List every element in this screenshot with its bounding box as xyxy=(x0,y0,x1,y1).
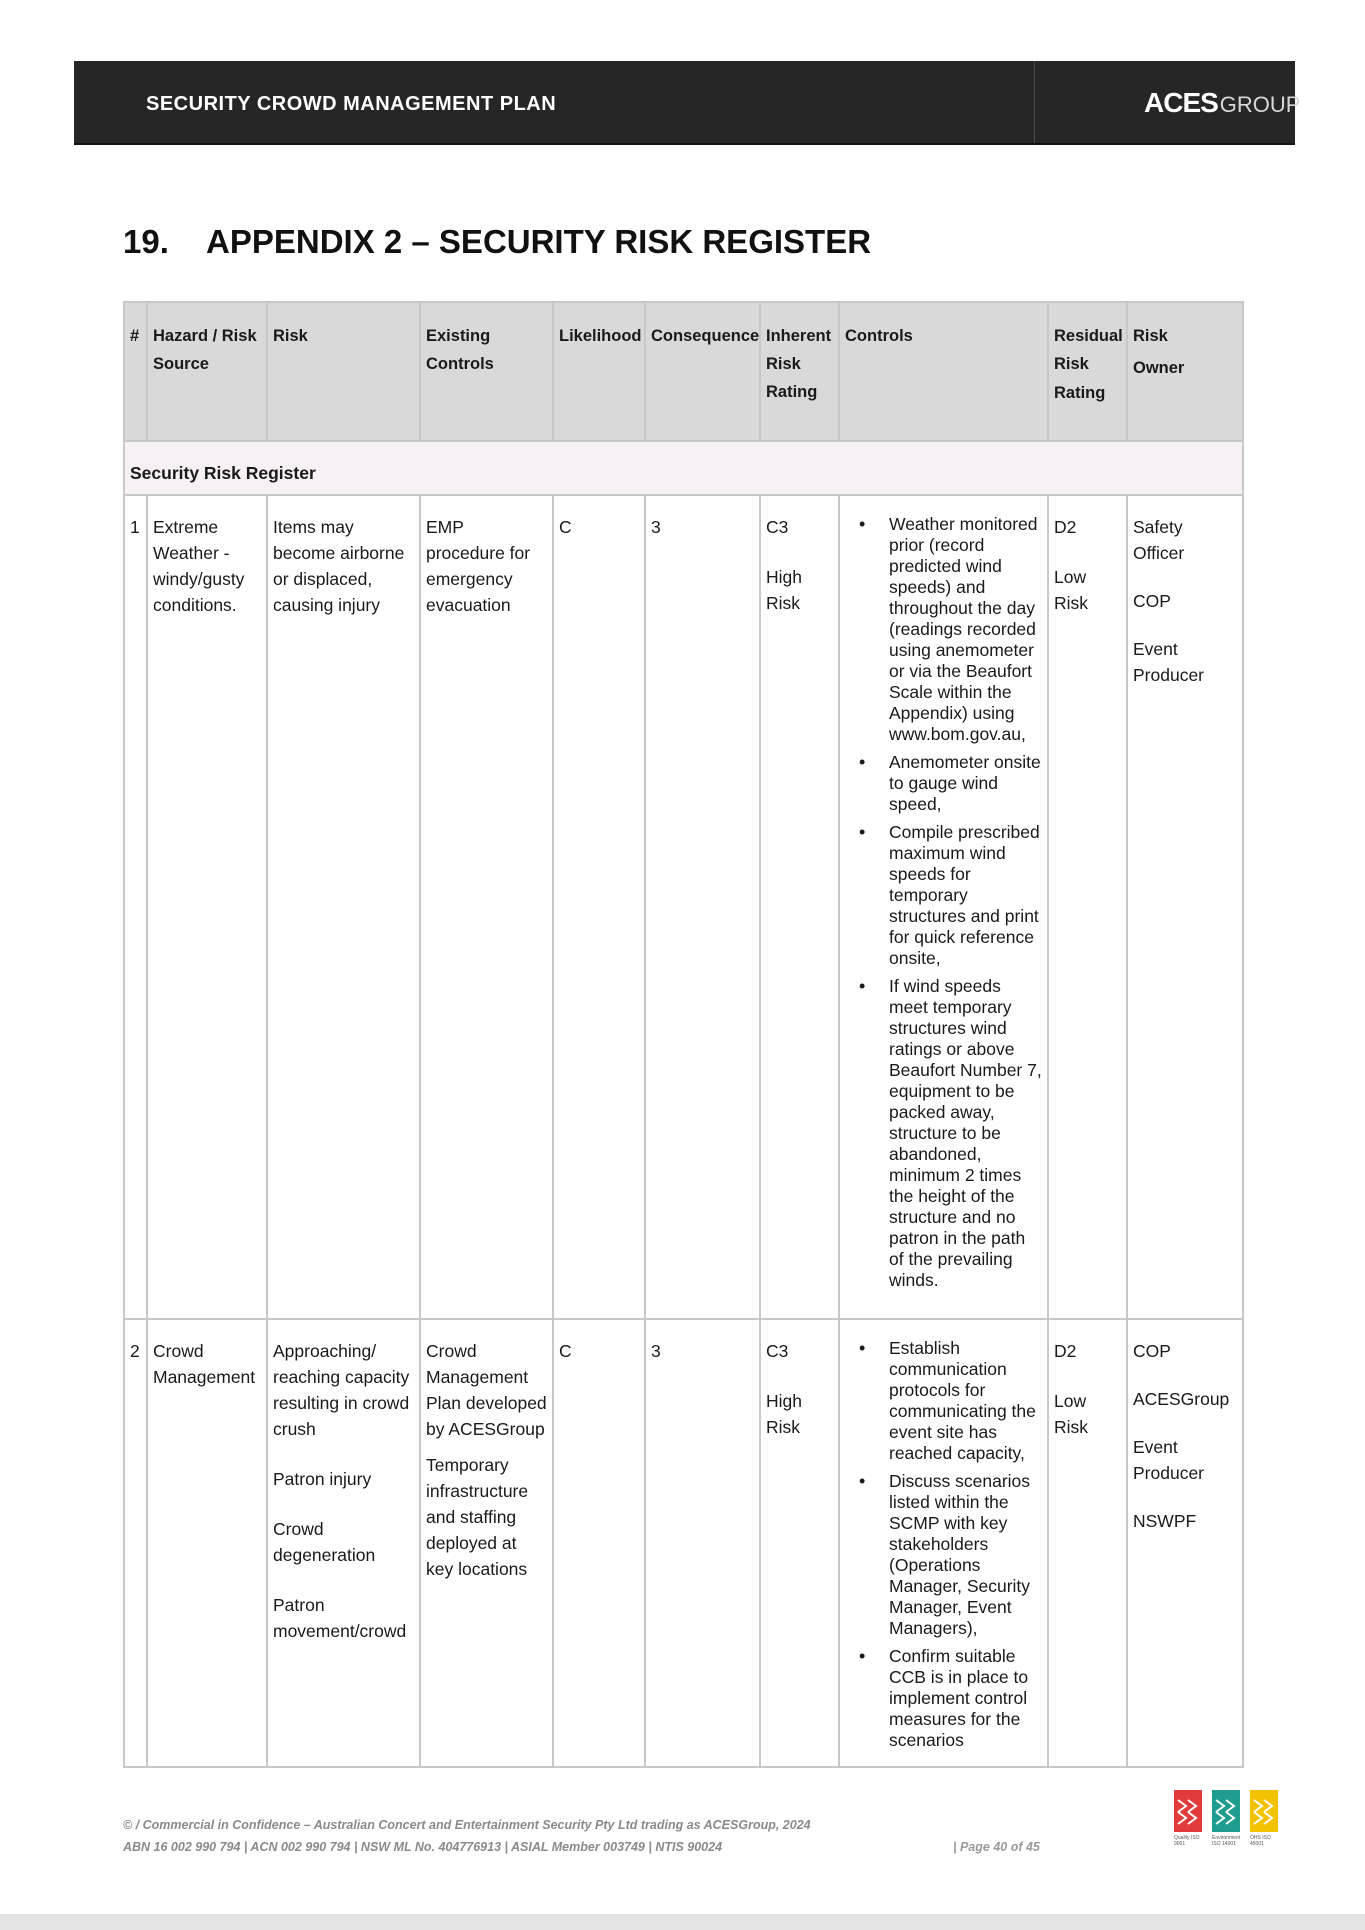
logo-bold-text: ACES xyxy=(1144,87,1218,118)
risk-owner-cell xyxy=(1127,495,1243,1319)
control-item: • Anemometer onsite to gauge wind speed, xyxy=(889,752,1042,815)
risk-item: Items may become airborne or displaced, causing injury xyxy=(273,517,405,615)
controls-list xyxy=(845,1338,1042,1751)
ohs-certification-icon xyxy=(1250,1790,1278,1832)
hazard-source: Extreme Weather - windy/gusty conditions. xyxy=(147,495,267,1319)
col-header-residual-risk: Residual Risk Rating xyxy=(1048,302,1127,441)
control-item: • Compile prescribed maximum wind speeds for temporary structures and print for quick reference onsite, xyxy=(889,822,1042,969)
page-header xyxy=(74,61,1301,145)
ohs-certification-caption: OHS ISO 45001 xyxy=(1250,1835,1271,1847)
risk-owner: Safety Officer xyxy=(1133,517,1185,563)
control-item: • Weather monitored prior (record predicted wind speeds) and throughout the day (readings recorded using anemometer or via the Beaufort Scale within the Appendix) using www.bom.gov.au, xyxy=(889,514,1042,745)
existing-controls-cell xyxy=(420,495,553,1319)
consequence-cell: 3 xyxy=(645,495,760,1319)
header-divider xyxy=(1034,61,1035,143)
page-bottom-edge xyxy=(0,1914,1365,1930)
risk-item: Patron injury xyxy=(273,1469,372,1489)
footer-copyright: © / Commercial in Confidence – Australian Concert and Entertainment Security Pty Ltd trading as ACESGroup, 2024 xyxy=(123,1818,811,1832)
risk-owner: COP xyxy=(1133,1341,1171,1361)
row-number: 1 xyxy=(124,495,147,1319)
residual-risk-level: Low Risk xyxy=(1054,1391,1089,1437)
table-header-row xyxy=(124,302,1243,441)
inherent-risk-code: C3 xyxy=(766,517,789,537)
risk-cell xyxy=(267,1319,420,1767)
table-subheader-row xyxy=(124,441,1243,495)
risk-owner: Event Producer xyxy=(1133,1437,1205,1483)
document-title: SECURITY CROWD MANAGEMENT PLAN xyxy=(146,93,557,115)
environment-certification-icon xyxy=(1212,1790,1240,1832)
residual-risk-code: D2 xyxy=(1054,1341,1077,1361)
environment-certification-caption: Environment ISO 14001 xyxy=(1212,1835,1241,1847)
footer-registration: ABN 16 002 990 794 | ACN 002 990 794 | NSW ML No. 404776913 | ASIAL Member 003749 | NTIS 90024 xyxy=(123,1840,723,1854)
risk-owner: NSWPF xyxy=(1133,1511,1197,1531)
likelihood-cell: C xyxy=(553,495,645,1319)
security-risk-register-table xyxy=(123,301,1244,1768)
quality-certification-icon xyxy=(1174,1790,1202,1832)
controls-list xyxy=(845,514,1042,1291)
inherent-risk-cell xyxy=(760,1319,839,1767)
risk-owner: Event Producer xyxy=(1133,639,1205,685)
col-header-risk-owner: Risk Owner xyxy=(1127,302,1243,441)
col-header-number: # xyxy=(124,302,147,441)
aces-group-logo xyxy=(1144,87,1300,119)
existing-controls-cell xyxy=(420,1319,553,1767)
quality-certification-caption: Quality ISO 9001 xyxy=(1174,1835,1200,1847)
inherent-risk-code: C3 xyxy=(766,1341,789,1361)
control-item: • Confirm suitable CCB is in place to implement control measures for the scenarios xyxy=(889,1646,1042,1751)
col-header-likelihood: Likelihood xyxy=(553,302,645,441)
risk-item: Approaching/ reaching capacity resulting in crowd crush xyxy=(273,1341,410,1439)
control-item: • Establish communication protocols for communicating the event site has reached capacity, xyxy=(889,1338,1042,1464)
existing-control-item: Temporary infrastructure and staffing deployed at key locations xyxy=(426,1455,529,1579)
existing-control-item: EMP procedure for emergency evacuation xyxy=(426,517,531,615)
risk-owner-cell xyxy=(1127,1319,1243,1767)
controls-cell xyxy=(839,495,1048,1319)
col-header-consequence: Consequence xyxy=(645,302,760,441)
consequence-cell: 3 xyxy=(645,1319,760,1767)
section-title-text: APPENDIX 2 – SECURITY RISK REGISTER xyxy=(206,223,872,260)
risk-item: Crowd degeneration xyxy=(273,1519,376,1565)
section-number: 19. xyxy=(123,223,169,260)
risk-cell xyxy=(267,495,420,1319)
controls-cell xyxy=(839,1319,1048,1767)
logo-light-text: GROUP xyxy=(1219,92,1301,117)
residual-risk-cell xyxy=(1048,1319,1127,1767)
risk-owner: COP xyxy=(1133,591,1171,611)
risk-item: Patron movement/crowd xyxy=(273,1595,407,1641)
control-item: • Discuss scenarios listed within the SCMP with key stakeholders (Operations Manager, Security Manager, Event Managers), xyxy=(889,1471,1042,1639)
hazard-source: Crowd Management xyxy=(147,1319,267,1767)
col-header-inherent-risk: Inherent Risk Rating xyxy=(760,302,839,441)
likelihood-cell: C xyxy=(553,1319,645,1767)
existing-control-item: Crowd Management Plan developed by ACESGroup xyxy=(426,1341,547,1439)
col-header-existing-controls: Existing Controls xyxy=(420,302,553,441)
table-row xyxy=(124,1319,1243,1767)
risk-owner: ACESGroup xyxy=(1133,1389,1230,1409)
page-number: | Page 40 of 45 xyxy=(953,1840,1040,1854)
col-header-hazard: Hazard / Risk Source xyxy=(147,302,267,441)
inherent-risk-cell xyxy=(760,495,839,1319)
section-heading xyxy=(123,223,871,261)
row-number: 2 xyxy=(124,1319,147,1767)
residual-risk-code: D2 xyxy=(1054,517,1077,537)
certification-badges xyxy=(1174,1790,1282,1850)
col-header-risk: Risk xyxy=(267,302,420,441)
residual-risk-cell xyxy=(1048,495,1127,1319)
control-item: • If wind speeds meet temporary structures wind ratings or above Beaufort Number 7, equipment to be packed away, structure to be abandoned, minimum 2 times the height of the structure and no patron in the path of the prevailing winds. xyxy=(889,976,1042,1291)
col-header-controls: Controls xyxy=(839,302,1048,441)
inherent-risk-level: High Risk xyxy=(766,1391,802,1437)
residual-risk-level: Low Risk xyxy=(1054,567,1089,613)
table-row xyxy=(124,495,1243,1319)
register-subheader: Security Risk Register xyxy=(124,441,1243,495)
inherent-risk-level: High Risk xyxy=(766,567,802,613)
